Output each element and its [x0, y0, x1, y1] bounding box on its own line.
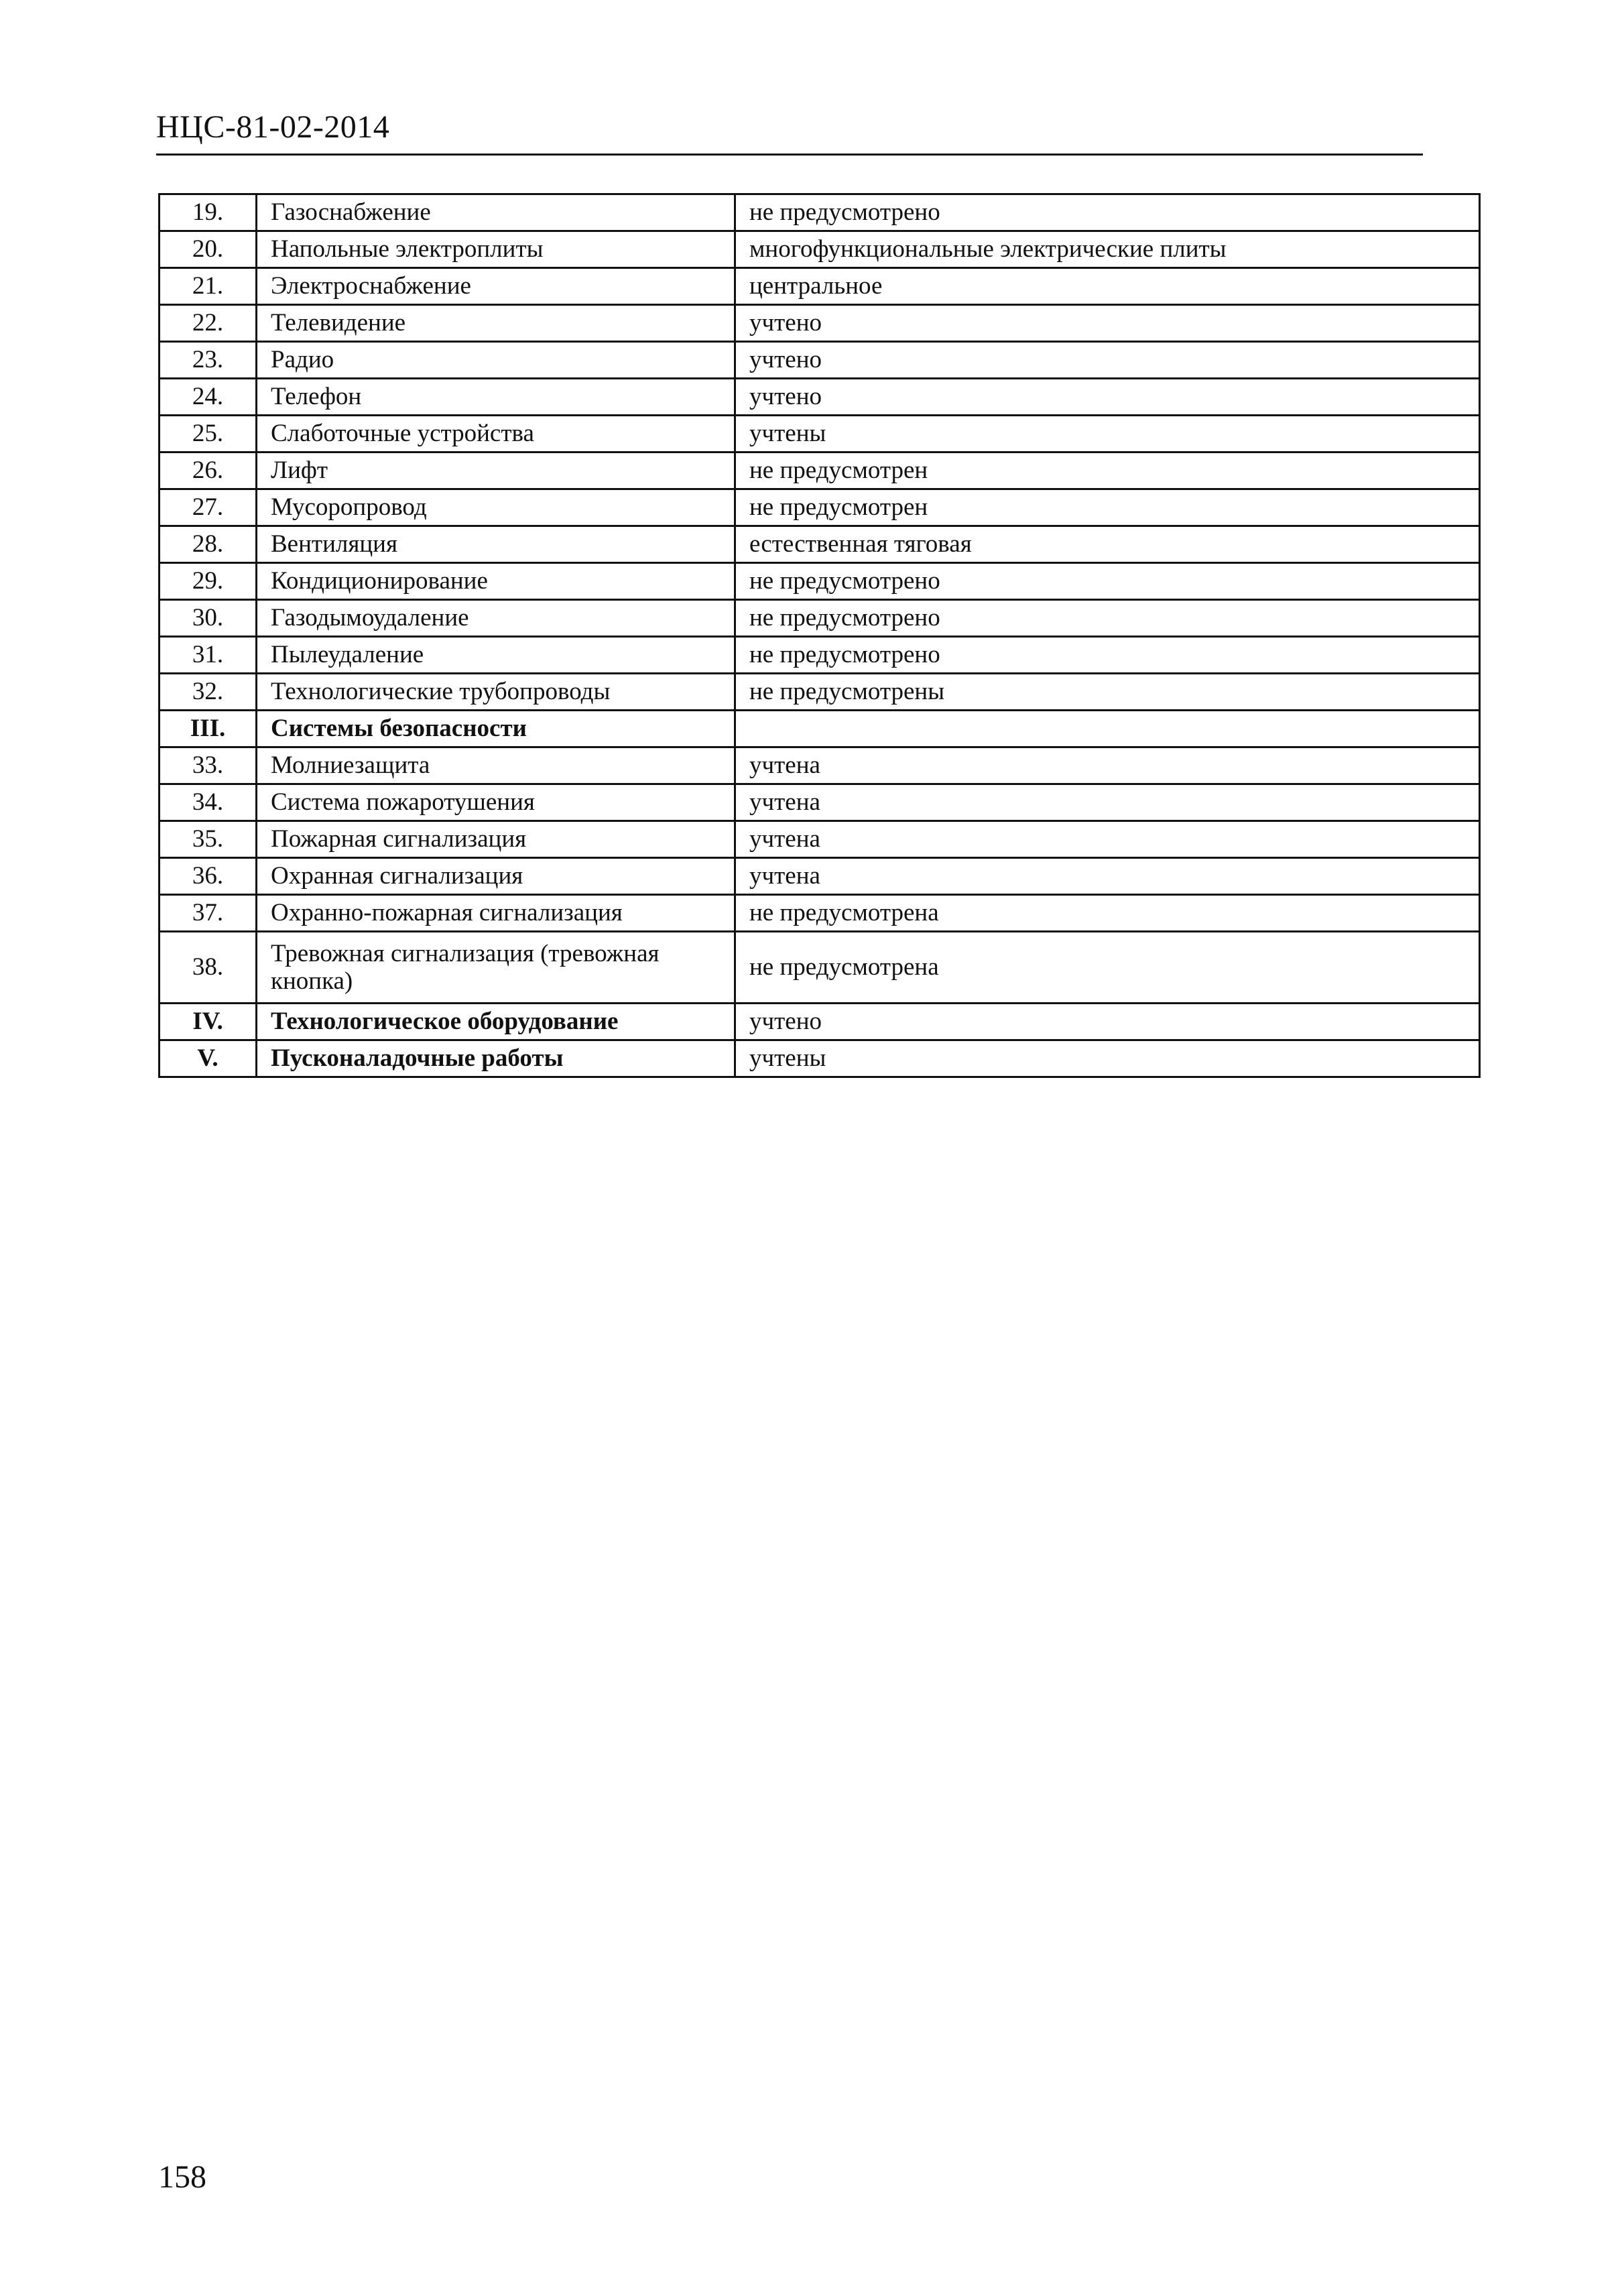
table-row	[160, 674, 1480, 711]
row-value: учтена	[735, 784, 1480, 821]
table-row	[160, 305, 1480, 342]
row-value: центральное	[735, 268, 1480, 305]
table-row	[160, 563, 1480, 600]
table-row	[160, 637, 1480, 674]
table-row	[160, 821, 1480, 858]
row-number: 26.	[160, 452, 257, 489]
table-row	[160, 526, 1480, 563]
row-number: 30.	[160, 600, 257, 637]
row-number: 19.	[160, 194, 257, 231]
row-number: 20.	[160, 231, 257, 268]
row-name: Пылеудаление	[257, 637, 735, 674]
row-name: Телевидение	[257, 305, 735, 342]
row-value: учтена	[735, 747, 1480, 784]
table-row	[160, 858, 1480, 895]
row-name: Система пожаротушения	[257, 784, 735, 821]
row-value: не предусмотрено	[735, 600, 1480, 637]
section-title: Системы безопасности	[257, 711, 735, 747]
row-value: учтена	[735, 858, 1480, 895]
row-value: не предусмотрены	[735, 674, 1480, 711]
section-title: Технологическое оборудование	[257, 1004, 735, 1040]
row-number: 21.	[160, 268, 257, 305]
row-number: 29.	[160, 563, 257, 600]
row-value: учтено	[735, 305, 1480, 342]
section-title: Пусконаладочные работы	[257, 1040, 735, 1077]
row-name: Кондиционирование	[257, 563, 735, 600]
section-number: III.	[160, 711, 257, 747]
table-row	[160, 342, 1480, 379]
table-row	[160, 895, 1480, 932]
row-name: Напольные электроплиты	[257, 231, 735, 268]
row-name: Лифт	[257, 452, 735, 489]
row-name: Молниезащита	[257, 747, 735, 784]
row-value: не предусмотрено	[735, 563, 1480, 600]
row-name: Охранная сигнализация	[257, 858, 735, 895]
row-name: Газодымоудаление	[257, 600, 735, 637]
row-value: не предусмотрено	[735, 194, 1480, 231]
table-row	[160, 194, 1480, 231]
section-value	[735, 711, 1480, 747]
table-row	[160, 268, 1480, 305]
row-value: учтено	[735, 379, 1480, 416]
row-name: Мусоропровод	[257, 489, 735, 526]
row-number: 38.	[160, 932, 257, 1004]
header-divider	[156, 154, 1423, 156]
row-number: 25.	[160, 416, 257, 452]
table-row	[160, 452, 1480, 489]
row-number: 23.	[160, 342, 257, 379]
row-value: учтены	[735, 416, 1480, 452]
table-row	[160, 489, 1480, 526]
section-row	[160, 1040, 1480, 1077]
section-number: V.	[160, 1040, 257, 1077]
section-row	[160, 1004, 1480, 1040]
row-value: естественная тяговая	[735, 526, 1480, 563]
row-number: 33.	[160, 747, 257, 784]
section-value: учтены	[735, 1040, 1480, 1077]
row-name: Технологические трубопроводы	[257, 674, 735, 711]
table-row	[160, 784, 1480, 821]
row-number: 24.	[160, 379, 257, 416]
row-name: Слаботочные устройства	[257, 416, 735, 452]
section-row	[160, 711, 1480, 747]
row-name: Охранно-пожарная сигнализация	[257, 895, 735, 932]
document-code: НЦС-81-02-2014	[156, 109, 390, 145]
row-number: 28.	[160, 526, 257, 563]
row-value: не предусмотрен	[735, 489, 1480, 526]
row-name: Телефон	[257, 379, 735, 416]
table-row	[160, 379, 1480, 416]
row-number: 32.	[160, 674, 257, 711]
table-row	[160, 231, 1480, 268]
section-number: IV.	[160, 1004, 257, 1040]
row-name: Пожарная сигнализация	[257, 821, 735, 858]
row-number: 27.	[160, 489, 257, 526]
row-name: Радио	[257, 342, 735, 379]
specification-table	[158, 193, 1481, 1078]
row-value: учтена	[735, 821, 1480, 858]
table-row	[160, 932, 1480, 1004]
row-number: 36.	[160, 858, 257, 895]
row-name: Электроснабжение	[257, 268, 735, 305]
row-name: Вентиляция	[257, 526, 735, 563]
row-number: 37.	[160, 895, 257, 932]
table-row	[160, 600, 1480, 637]
row-value: многофункциональные электрические плиты	[735, 231, 1480, 268]
table-row	[160, 747, 1480, 784]
row-number: 22.	[160, 305, 257, 342]
row-value: не предусмотрена	[735, 895, 1480, 932]
row-number: 35.	[160, 821, 257, 858]
row-number: 34.	[160, 784, 257, 821]
row-number: 31.	[160, 637, 257, 674]
section-value: учтено	[735, 1004, 1480, 1040]
row-name: Тревожная сигнализация (тревожная кнопка)	[257, 932, 735, 1004]
row-value: не предусмотрена	[735, 932, 1480, 1004]
row-value: учтено	[735, 342, 1480, 379]
row-value: не предусмотрено	[735, 637, 1480, 674]
row-name: Газоснабжение	[257, 194, 735, 231]
table-row	[160, 416, 1480, 452]
page-number: 158	[158, 2159, 206, 2195]
row-value: не предусмотрен	[735, 452, 1480, 489]
